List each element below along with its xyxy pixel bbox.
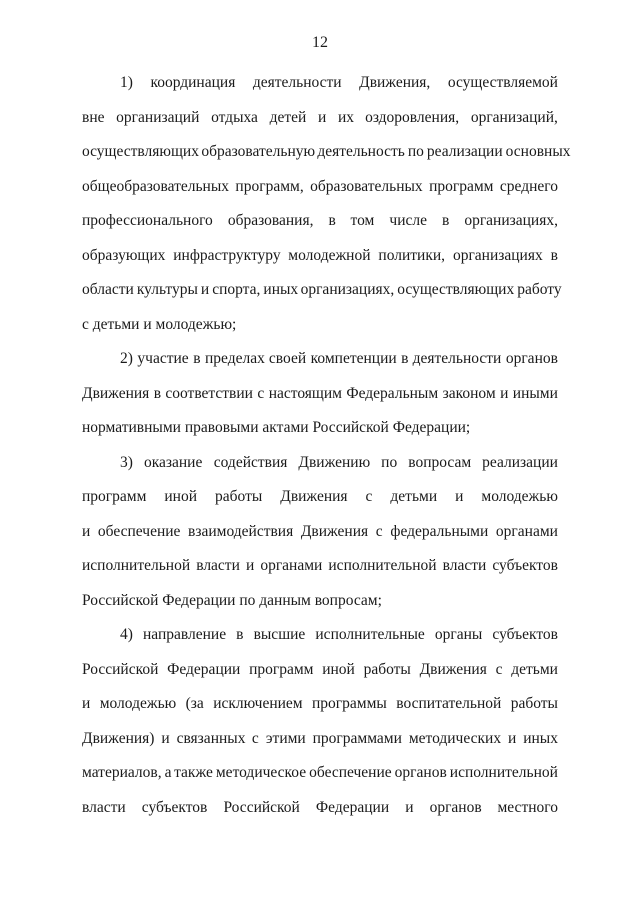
text-line: профессионального образования, в том числе в организациях, — [82, 212, 558, 229]
paragraph-1 — [82, 66, 571, 342]
text-line: Российской Федерации по данным вопросам; — [82, 591, 382, 609]
page-number: 12 — [312, 34, 328, 51]
text-line: Российской Федерации программ иной работы Движения с детьми — [82, 660, 558, 678]
text-line: 1) координация деятельности Движения, осуществляемой — [120, 74, 558, 91]
text-line: власти субъектов Российской Федерации и органов местного — [82, 798, 558, 816]
text-line: 2) участие в пределах своей компетенции в деятельности органов — [120, 350, 558, 367]
paragraph-4 — [82, 618, 558, 825]
text-line: программ иной работы Движения с детьми и молодежью — [82, 488, 558, 505]
text-line: и обеспечение взаимодействия Движения с федеральными органами — [82, 522, 558, 540]
text-line: с детьми и молодежью; — [82, 315, 237, 333]
text-line: осуществляющих образовательную деятельность по реализации основных — [82, 143, 571, 160]
paragraph-3 — [82, 446, 558, 619]
text-line: материалов, а также методическое обеспечение органов исполнительной — [82, 764, 558, 781]
text-line: и молодежью (за исключением программы воспитательной работы — [82, 695, 558, 712]
document-body — [82, 66, 571, 825]
text-line: нормативными правовыми актами Российской Федерации; — [82, 419, 471, 436]
text-line: Движения в соответствии с настоящим Федеральным законом и иными — [82, 384, 558, 402]
text-line: области культуры и спорта, иных организациях, осуществляющих работу — [82, 281, 562, 298]
text-line: 4) направление в высшие исполнительные органы субъектов — [120, 626, 558, 643]
text-line: исполнительной власти и органами исполнительной власти субъектов — [82, 557, 558, 574]
text-line: Движения) и связанных с этими программами методических и иных — [82, 729, 558, 747]
text-line: 3) оказание содействия Движению по вопросам реализации — [120, 453, 558, 471]
text-line: вне организаций отдыха детей и их оздоровления, организаций, — [82, 108, 558, 126]
text-line: образующих инфраструктуру молодежной политики, организациях в — [82, 246, 558, 264]
text-line: общеобразовательных программ, образовательных программ среднего — [82, 177, 558, 195]
paragraph-2 — [82, 342, 558, 446]
